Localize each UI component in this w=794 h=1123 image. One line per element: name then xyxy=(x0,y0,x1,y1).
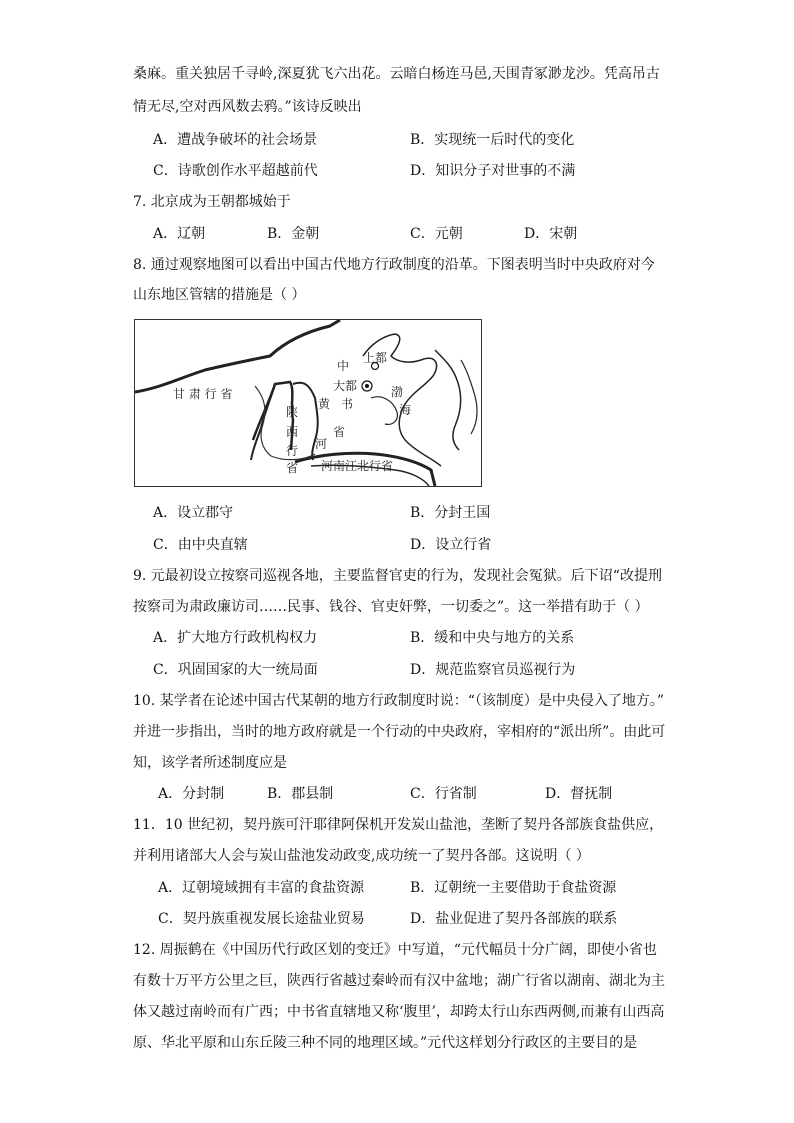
east-coast xyxy=(461,360,477,434)
map-label-henan: 河南江北行省 xyxy=(321,459,394,473)
question-6-text-line: 桑麻。重关独居千寻岭,深夏犹飞六出花。云暗白杨连马邑,天围青冢渺龙沙。凭高吊古 xyxy=(133,66,660,82)
option-8d: D．设立行省 xyxy=(410,537,492,553)
option-10d: D．督抚制 xyxy=(545,786,613,802)
option-11c: C．契丹族重视发展长途盐业贸易 xyxy=(158,911,365,927)
map-label-shangdu: 上都 xyxy=(363,351,388,365)
question-9-stem: 9. 元最初设立按察司巡视各地，主要监督官吏的行为，发现社会冤狱。后下诏“改提刑 xyxy=(133,568,662,584)
question-7-stem: 7. 北京成为王朝都城始于 xyxy=(133,194,291,210)
question-12-stem: 12. 周振鹤在《中国历代行政区划的变迁》中写道，“元代幅员十分广阔，即使小省也 xyxy=(133,942,657,958)
option-7c: C．元朝 xyxy=(410,226,463,242)
bohai-shore xyxy=(371,397,397,425)
option-9a: A．扩大地方行政机构权力 xyxy=(153,630,318,646)
map-label-shaanxi-1: 陕 xyxy=(286,405,299,419)
northeast-coast xyxy=(435,350,461,450)
map-label-dadu: 大都 xyxy=(333,379,358,393)
question-10-stem: 知，该学者所述制度应是 xyxy=(133,755,287,771)
question-12-stem: 体又越过南岭而有广西；中书省直辖地又称‘腹里’，却跨太行山东西两侧,而兼有山西高 xyxy=(133,1004,665,1020)
question-6-text-line: 情无尽,空对西风数去鸦。”该诗反映出 xyxy=(133,99,362,115)
question-9-stem: 按察司为肃政廉访司……民事、钱谷、官吏奸弊，一切委之”。这一举措有助于（ ） xyxy=(133,599,649,615)
map-label-sheng: 省 xyxy=(333,425,346,439)
option-7a: A．辽朝 xyxy=(153,226,206,242)
option-9b: B．缓和中央与地方的关系 xyxy=(410,630,575,646)
question-11-stem: 并利用诸部大人会与炭山盐池发动政变,成功统一了契丹各部。这说明（ ） xyxy=(133,848,590,864)
option-11a: A．辽朝境域拥有丰富的食盐资源 xyxy=(158,880,365,896)
option-6d: D．知识分子对世事的不满 xyxy=(410,163,576,179)
option-9d: D．规范监察官员巡视行为 xyxy=(410,662,576,678)
map-label-shaanxi-3: 行 xyxy=(286,444,299,458)
option-10a: A．分封制 xyxy=(158,786,225,802)
option-7d: D．宋朝 xyxy=(524,226,578,242)
map-label-shaanxi-2: 西 xyxy=(286,425,299,439)
question-8-stem: 山东地区管辖的措施是（ ） xyxy=(133,287,306,303)
yellow-river xyxy=(255,386,315,460)
option-6b: B．实现统一后时代的变化 xyxy=(410,132,575,148)
question-11-stem: 11．10 世纪初，契丹族可汗耶律阿保机开发炭山盐池，垄断了契丹各部族食盐供应， xyxy=(133,817,664,833)
dadu-marker-center xyxy=(365,384,369,388)
option-10c: C．行省制 xyxy=(410,786,477,802)
map-label-bohai-2: 海 xyxy=(399,403,412,417)
map-label-zhong: 中 xyxy=(337,359,350,373)
option-6c: C．诗歌创作水平超越前代 xyxy=(153,163,318,179)
map-label-shaanxi-4: 省 xyxy=(286,461,299,475)
question-10-stem: 10. 某学者在论述中国古代某朝的地方行政制度时说：“（该制度）是中央侵入了地方。” xyxy=(133,693,665,709)
option-10b: B．郡县制 xyxy=(267,786,334,802)
option-8c: C．由中央直辖 xyxy=(153,537,248,553)
option-8a: A．设立郡守 xyxy=(153,505,234,521)
map-label-shu: 书 xyxy=(341,397,354,411)
map-label-he: 河 xyxy=(315,437,328,451)
option-11d: D．盐业促进了契丹各部族的联系 xyxy=(410,911,618,927)
option-7b: B．金朝 xyxy=(267,226,320,242)
northern-border-line xyxy=(135,320,340,392)
map-label-gansu: 甘 肃 行 省 xyxy=(173,387,233,401)
question-10-stem: 并进一步指出，当时的地方政府就是一个行动的中央政府，宰相府的“派出所”。由此可 xyxy=(133,724,666,740)
option-11b: B．辽朝统一主要借助于食盐资源 xyxy=(410,880,617,896)
question-12-stem: 原、华北平原和山东丘陵三种不同的地理区域。”元代这样划分行政区的主要目的是 xyxy=(133,1035,638,1051)
option-9c: C．巩固国家的大一统局面 xyxy=(153,662,318,678)
question-12-stem: 有数十万平方公里之巨，陕西行省越过秦岭而有汉中盆地；湖广行省以湖南、湖北为主 xyxy=(133,973,665,989)
option-6a: A．遭战争破坏的社会场景 xyxy=(153,132,318,148)
question-8-stem: 8. 通过观察地图可以看出中国古代地方行政制度的沿革。下图表明当时中央政府对今 xyxy=(133,257,655,273)
map-label-huang: 黄 xyxy=(318,397,331,411)
map-label-bohai-1: 渤 xyxy=(391,385,404,399)
option-8b: B．分封王国 xyxy=(410,505,491,521)
yuan-province-map xyxy=(134,319,482,487)
